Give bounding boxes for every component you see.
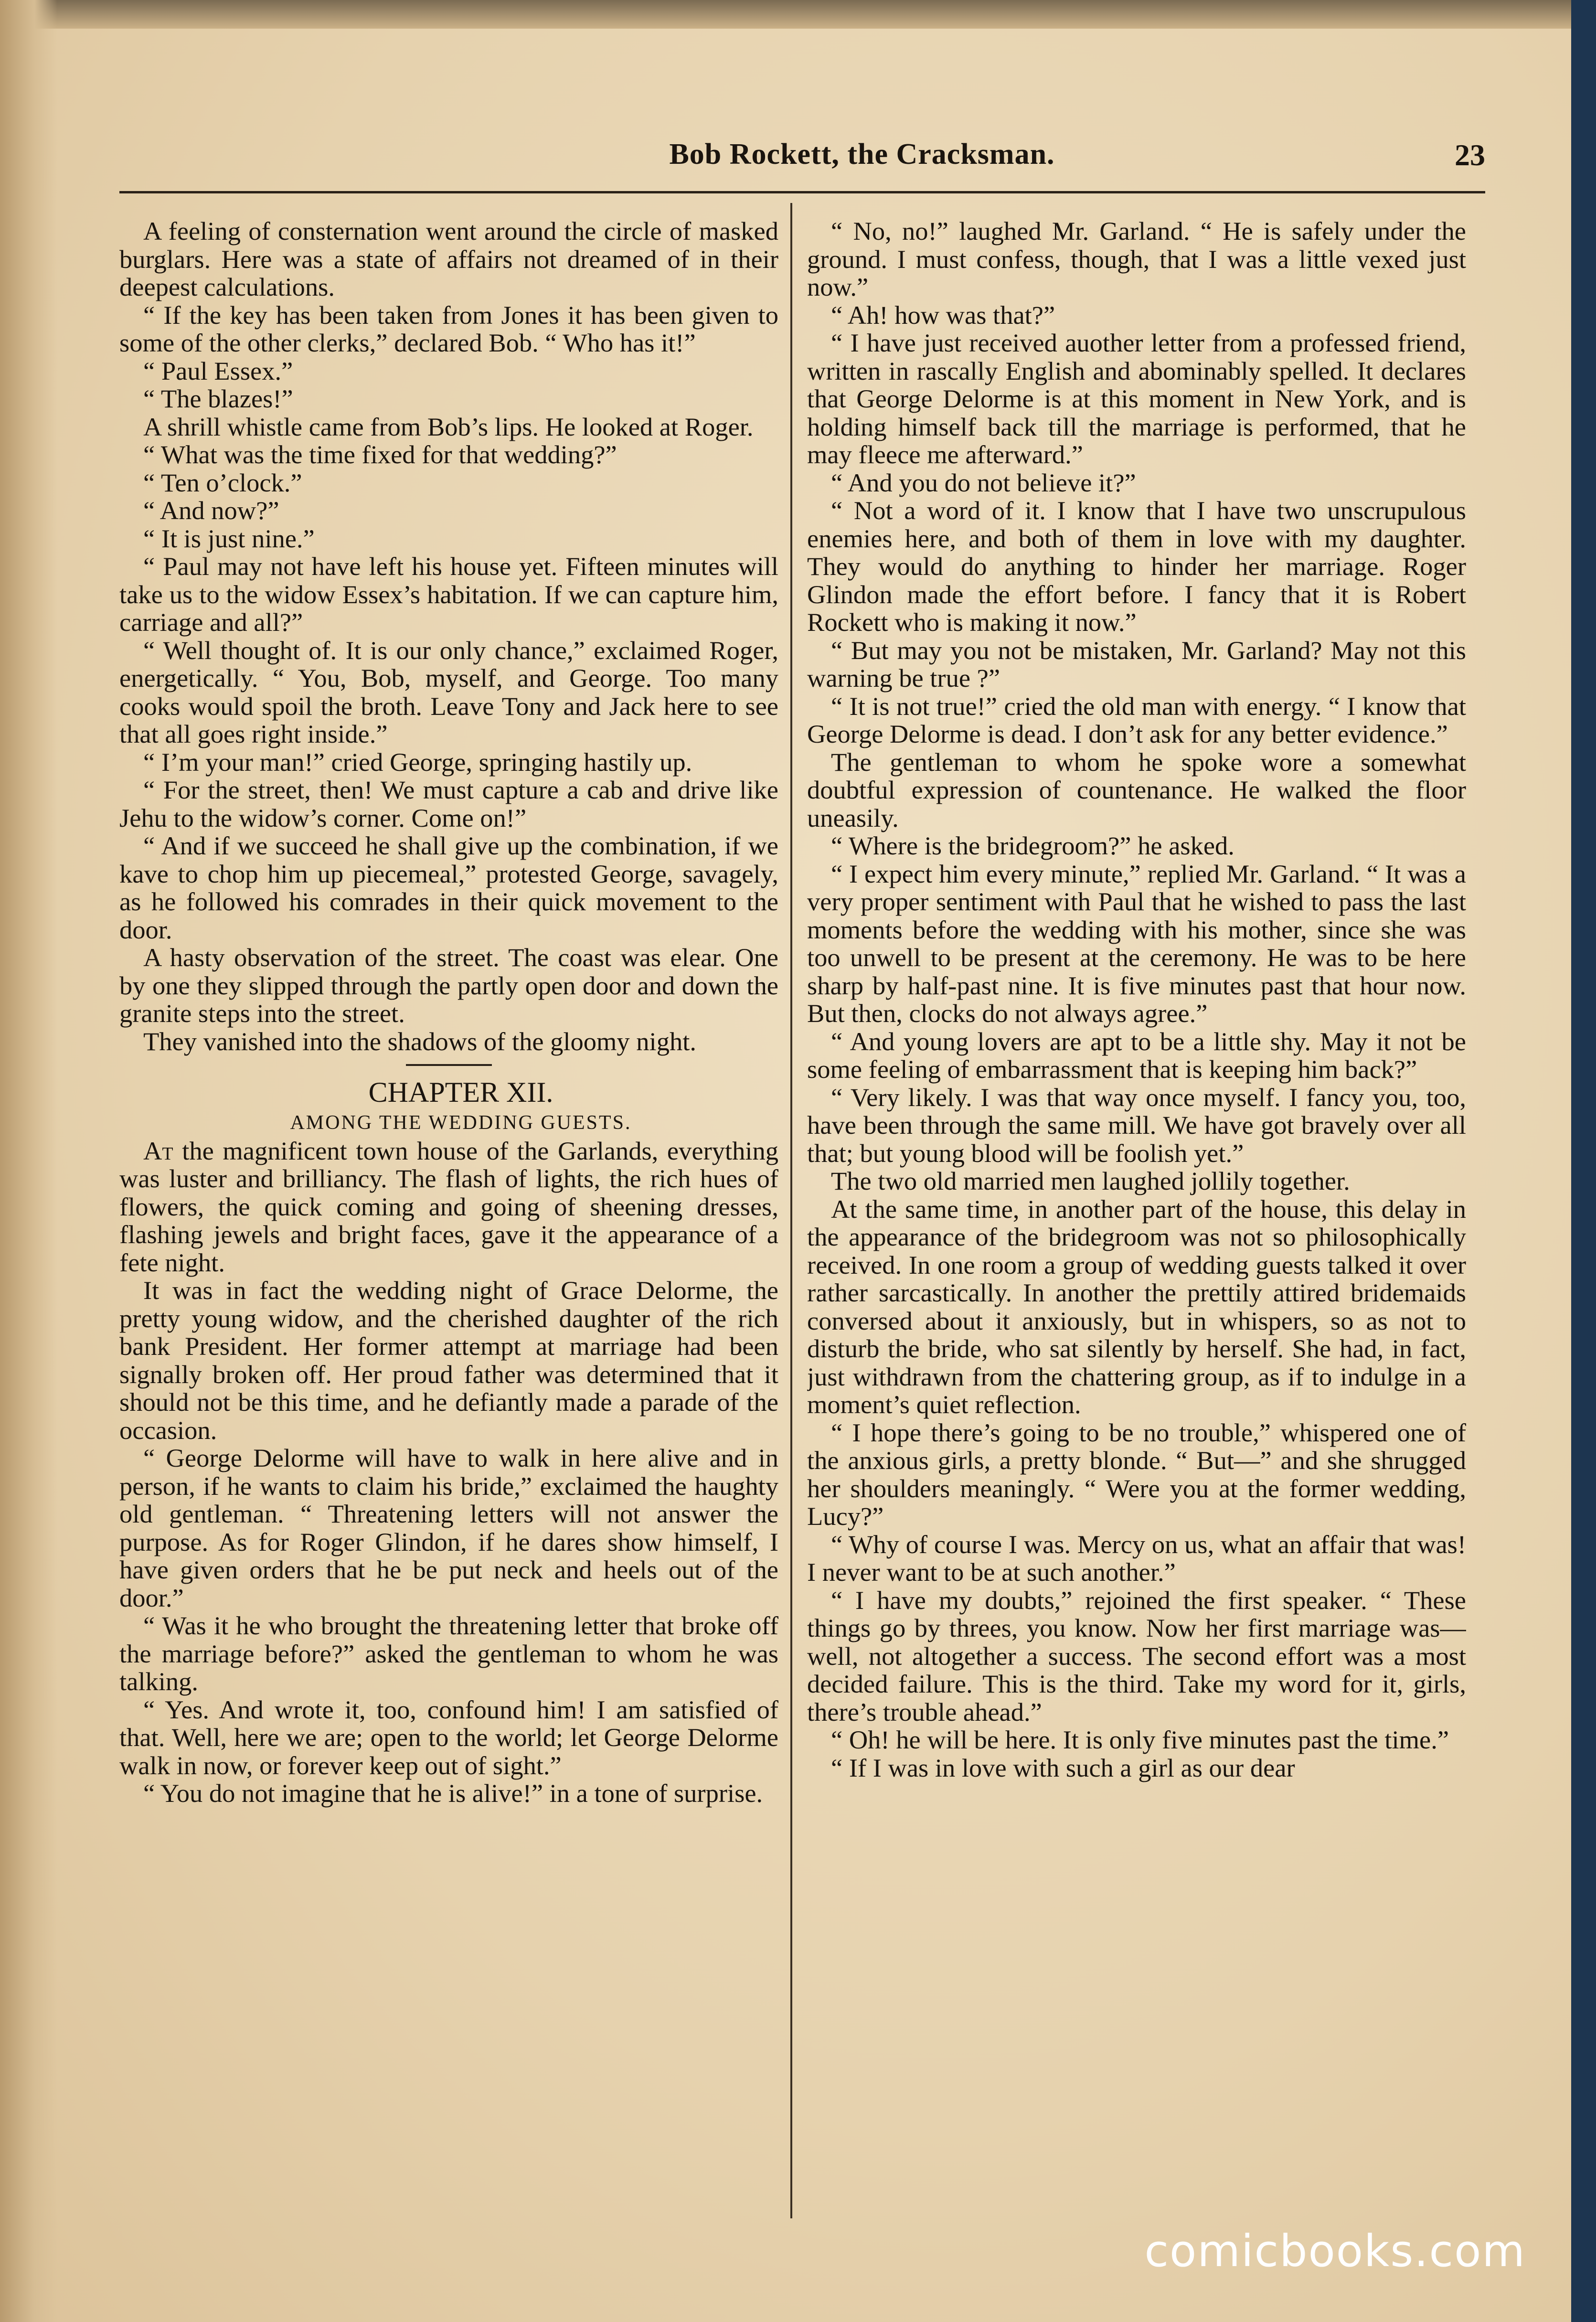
paragraph: “ Ah! how was that?” [831, 300, 1055, 330]
chapter-separator-rule [406, 1064, 492, 1066]
paragraph: “ I hope there’s going to be no trouble,” whispered one of the anxious girls, a pretty blonde. “ But—” and she shrugged her shoulders meaningly. “ Were you at the former wedding, Lucy?” [807, 1417, 1466, 1531]
paragraph: “ If I was in love with such a girl as our dear [831, 1753, 1295, 1782]
paragraph: “ And if we succeed he shall give up the combination, if we kave to chop him up piecemeal,” protested George, savagely, as he followed his comrades in their quick movement to the door. [119, 831, 778, 944]
column-divider [790, 203, 792, 2218]
paragraph: “ George Delorme will have to walk in here alive and in person, if he wants to claim his bride,” exclaimed the haughty old gentleman. “ Threatening letters will not answer the purpose. As for Roger Glindon, if he dares show himself, I have given orders that he be put neck and heels out of the door.” [119, 1443, 778, 1612]
page-top-edge [0, 0, 1571, 29]
header-rule [119, 191, 1485, 193]
right-column [807, 217, 1466, 2233]
paragraph: “ Not a word of it. I know that I have two unscrupulous enemies here, and both of them in love with my daughter. They would do anything to hinder her marriage. Roger Glindon made the effort before. I fancy that it is Robert Rockett who is making it now.” [807, 496, 1466, 637]
site-watermark: comicbooks.com [1144, 2226, 1526, 2277]
paragraph: “ And you do not believe it?” [831, 468, 1136, 497]
left-column [119, 217, 778, 2233]
chapter-title: CHAPTER XII. [368, 1076, 553, 1108]
paragraph: “ If the key has been taken from Jones it has been given to some of the other clerks,” declared Bob. “ Who has it!” [119, 300, 778, 357]
paragraph: “ Well thought of. It is our only chance,” exclaimed Roger, energetically. “ You, Bob, myself, and George. Too many cooks would spoil the broth. Leave Tony and Jack here to see that all goes right inside.” [119, 635, 778, 748]
running-header [119, 134, 1485, 181]
chapter-opening-text: the magnificent town house of the Garlands, everything was luster and brilliancy. The flash of lights, the rich hues of flowers, the quick coming and going of sheening dresses, flashing jewels and bright faces, gave it the appearance of a fete night. [119, 1136, 778, 1277]
chapter-opening-paragraph [119, 1137, 778, 1277]
paragraph: “ Was it he who brought the threatening letter that broke off the marriage before?” asked the gentleman to whom he was talking. [119, 1611, 778, 1696]
paragraph: “ Paul may not have left his house yet. Fifteen minutes will take us to the widow Essex’s habitation. If we can capture him, carriage and all?” [119, 552, 778, 637]
running-title: Bob Rockett, the Cracksman. [669, 138, 1055, 170]
paragraph: “ Paul Essex.” [143, 356, 293, 385]
paragraph: “ I have my doubts,” rejoined the first speaker. “ These things go by threes, you know. Now her first marriage was—well, not altogether a success. The second effort was a most decided failure. This is the third. Take my word for it, girls, there’s trouble ahead.” [807, 1585, 1466, 1726]
paragraph: “ Why of course I was. Mercy on us, what an affair that was! I never want to be at such another.” [807, 1529, 1466, 1587]
paragraph: “ I expect him every minute,” replied Mr. Garland. “ It was a very proper sentiment with Paul that he wished to pass the last moments before the wedding with his mother, since she was too unwell to be present at the ceremony. He was to be here sharp by half-past nine. It is five minutes past that hour now. But then, clocks do not always agree.” [807, 859, 1466, 1028]
paragraph: The gentleman to whom he spoke wore a somewhat doubtful expression of countenance. He walked the floor uneasily. [807, 747, 1466, 832]
paragraph: “ It is not true!” cried the old man with energy. “ I know that George Delorme is dead. I don’t ask for any better evidence.” [807, 691, 1466, 748]
chapter-opening-word: At [143, 1136, 173, 1165]
paragraph: “ You do not imagine that he is alive!” in a tone of surprise. [143, 1779, 763, 1808]
page-gutter-shadow [0, 0, 57, 2322]
paragraph: It was in fact the wedding night of Grace Delorme, the pretty young widow, and the cherished daughter of the rich bank President. Her former attempt at marriage had been signally broken off. Her proud father was determined that it should not be this time, and he defiantly made a parade of the occasion. [119, 1276, 778, 1445]
paragraph: “ Oh! he will be here. It is only five minutes past the time.” [831, 1725, 1449, 1754]
paragraph: At the same time, in another part of the house, this delay in the appearance of the bridegroom was not so philosophically received. In one room a group of wedding guests talked it over rather sarcastically. In another the prettily attired bridemaids conversed about it anxiously, but in whispers, so as not to disturb the bride, who sat silently by herself. She had, in fact, just withdrawn from the chattering group, as if to indulge in a moment’s quiet reflection. [807, 1194, 1466, 1419]
page-number: 23 [1455, 138, 1485, 172]
paragraph: “ And young lovers are apt to be a little shy. May it not be some feeling of embarrassment that is keeping him back?” [807, 1026, 1466, 1084]
paragraph: “ Where is the bridegroom?” he asked. [831, 831, 1234, 860]
paragraph: “ Yes. And wrote it, too, confound him! I am satisfied of that. Well, here we are; open to the world; let George Delorme walk in now, or forever keep out of sight.” [119, 1694, 778, 1780]
paragraph: “ I have just received auother letter from a professed friend, written in rascally English and abominably spelled. It declares that George Delorme is at this moment in New York, and is holding himself back till the marriage is performed, that he may fleece me afterward.” [807, 328, 1466, 469]
paragraph: “ For the street, then! We must capture a cab and drive like Jehu to the widow’s corner. Come on!” [119, 775, 778, 832]
paragraph: “ It is just nine.” [143, 523, 315, 553]
paragraph: “ I’m your man!” cried George, springing hastily up. [143, 747, 692, 777]
paragraph: A shrill whistle came from Bob’s lips. He looked at Roger. [143, 412, 754, 441]
paragraph: “ Very likely. I was that way once myself. I fancy you, too, have been through the same mill. We have got bravely over all that; but young blood will be foolish yet.” [807, 1082, 1466, 1168]
printed-page [119, 134, 1485, 2226]
paragraph: “ What was the time fixed for that wedding?” [143, 440, 617, 469]
chapter-subtitle: AMONG THE WEDDING GUESTS. [290, 1112, 632, 1134]
paragraph: “ But may you not be mistaken, Mr. Garland? May not this warning be true ?” [807, 635, 1466, 692]
paragraph: The two old married men laughed jollily together. [831, 1166, 1350, 1195]
paragraph: “ No, no!” laughed Mr. Garland. “ He is safely under the ground. I must confess, though, that I was a little vexed just now.” [807, 217, 1466, 301]
paragraph: A hasty observation of the street. The coast was elear. One by one they slipped through the partly open door and down the granite steps into the street. [119, 943, 778, 1028]
paragraph: They vanished into the shadows of the gloomy night. [143, 1026, 696, 1056]
paragraph: “ The blazes!” [143, 384, 293, 413]
paragraph: “ Ten o’clock.” [143, 468, 302, 497]
paragraph: A feeling of consternation went around the circle of masked burglars. Here was a state of affairs not dreamed of in their deepest calculations. [119, 217, 778, 301]
paragraph: “ And now?” [143, 496, 279, 525]
